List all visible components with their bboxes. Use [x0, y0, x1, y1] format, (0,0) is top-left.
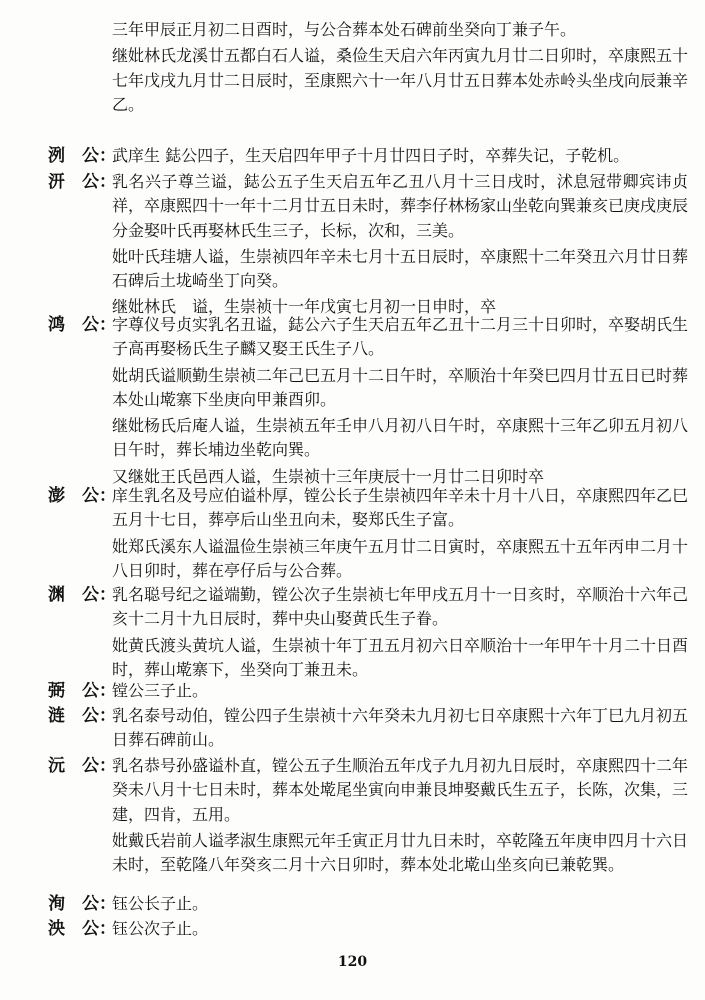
entry-peng [48, 484, 688, 585]
entry-paragraph: 妣郑氏溪东人谥温俭生崇祯三年庚午五月廿二日寅时，卒康熙五十五年丙申二月十八日卯时，葬在亭仔后与公合葬。 [112, 536, 689, 580]
entry-name: 涟 公： [48, 706, 116, 726]
entry-paragraph: 又继妣王氏邑西人谥，生崇祯十三年庚辰十一月廿二日卯时卒 [112, 466, 545, 486]
entry-text [112, 892, 688, 916]
entry-paragraph: 继妣杨氏后庵人谥，生崇祯五年壬申八月初八日午时，卒康熙十三年乙卯五月初八日午时，葬长埔边坐乾向巽。 [112, 416, 689, 460]
entry-paragraph: 钰公次子止。 [112, 919, 209, 938]
entry-paragraph: 乳名兴子尊兰谥，鋕公五子生天启五年乙丑八月十三日戌时，沭息冠带卿宾讳贞祥，卒康熙四十一年十二月廿五日未时，葬李仔林杨家山坐乾向巽兼亥已庚戌庚辰分金娶叶氏再娶林氏生三子，长标，次和，三美。 [112, 172, 689, 240]
entry-name: 弼 公： [48, 681, 116, 701]
entry-lian [48, 704, 688, 755]
entry-paragraph: 钰公长子止。 [112, 894, 209, 913]
entry-paragraph: 武庠生 鋕公四子，生天启四年甲子十月廿四日子时，卒葬失记，子乾机。 [112, 146, 630, 165]
entry-name: 洵 公： [48, 894, 116, 914]
entry-text [112, 704, 688, 753]
entry-paragraph: 庠生乳名及号应伯谥朴厚，镗公长子生崇祯四年辛未十月十八日，卒康熙四年乙巳五月十七日，葬亭后山坐丑向未，娶郑氏生子富。 [112, 486, 689, 530]
entry-bi [48, 679, 688, 705]
entry-paragraph: 乳名泰号动伯，镗公四子生崇祯十六年癸未九月初七日卒康熙十六年丁巳九月初五日葬石碑前山。 [112, 706, 689, 750]
entry-text [112, 170, 688, 320]
entry-text [112, 313, 688, 489]
entry-paragraph: 镗公三子止。 [112, 681, 209, 700]
entry-lie [48, 144, 688, 170]
entry-paragraph: 字尊仪号贞实乳名丑谥，鋕公六子生天启五年乙丑十二月三十日卯时，卒娶胡氏生子高再娶杨氏生子麟又娶王氏生子八。 [112, 315, 689, 359]
entry-name: 洌 公： [48, 146, 116, 166]
entry-text [112, 144, 688, 168]
entry-paragraph: 妣叶氏珪塘人谥，生崇祯四年辛未七月十五日辰时，卒康熙十二年癸丑六月廿日葬石碑后土垅崎坐丁向癸。 [112, 246, 689, 291]
intro-paragraph-2: 继妣林氏龙溪廿五都白石人谥，桑俭生天启六年丙寅九月廿二日卯时，卒康熙五十七年戊戌九月廿二日辰时，至康熙六十一年八月廿五日葬本处赤岭头坐戌向辰兼辛乙。 [112, 46, 689, 114]
page-number: 120 [337, 954, 368, 970]
entry-name: 澎 公： [48, 486, 116, 506]
entry-hong [48, 313, 688, 491]
entry-paragraph: 乳名聪号纪之谥端勤，镗公次子生崇祯七年甲戌五月十一日亥时，卒顺治十六年己亥十二月十九日辰时，葬中央山娶黄氏生子眷。 [112, 585, 689, 629]
intro-block [48, 18, 688, 119]
entry-text [112, 917, 688, 941]
entry-paragraph: 继妣林氏 谥，生崇祯十一年戊寅七月初一日申时，卒 [112, 297, 497, 317]
entry-name: 泱 公： [48, 919, 116, 939]
entry-yang [48, 917, 688, 943]
entry-text [112, 679, 688, 703]
entry-text [112, 754, 688, 877]
entry-text [112, 484, 688, 583]
entry-name: 汧 公： [48, 172, 116, 192]
entry-xun [48, 892, 688, 918]
entry-paragraph: 妣黄氏渡头黄坑人谥，生崇祯十年丁丑五月初六日卒顺治十一年甲午十月二十日酉时，葬山墘寨下，坐癸向丁兼丑未。 [112, 635, 689, 679]
entry-name: 鸿 公： [48, 315, 116, 335]
entry-yuan2 [48, 754, 688, 879]
entry-text [112, 583, 688, 682]
entry-paragraph: 妣胡氏谥顺勤生崇祯二年己巳五月十二日午时，卒顺治十年癸巳四月廿五日已时葬本处山墘寨下坐庚向甲兼酉卯。 [112, 365, 689, 409]
entry-paragraph: 乳名恭号孙盛谥朴直，镗公五子生顺治五年戊子九月初九日辰时，卒康熙四十二年癸未八月十七日未时，葬本处墘尾坐寅向申兼艮坤娶戴氏生五子，长陈，次集，三建，四肯，五用。 [112, 756, 689, 824]
entry-yuan [48, 583, 688, 684]
intro-text [112, 18, 688, 117]
entry-name: 渊 公： [48, 585, 116, 605]
entry-paragraph: 妣戴氏岩前人谥孝淑生康熙元年壬寅正月廿九日未时，卒乾隆五年庚申四月十六日未时，至乾隆八年癸亥二月十六日卯时，葬本处北墘山坐亥向已兼乾巽。 [112, 830, 689, 875]
entry-name: 沅 公： [48, 756, 116, 776]
intro-paragraph-1: 三年甲辰正月初二日酉时，与公合葬本处石碑前坐癸向丁兼子午。 [112, 20, 577, 39]
entry-qian [48, 170, 688, 322]
